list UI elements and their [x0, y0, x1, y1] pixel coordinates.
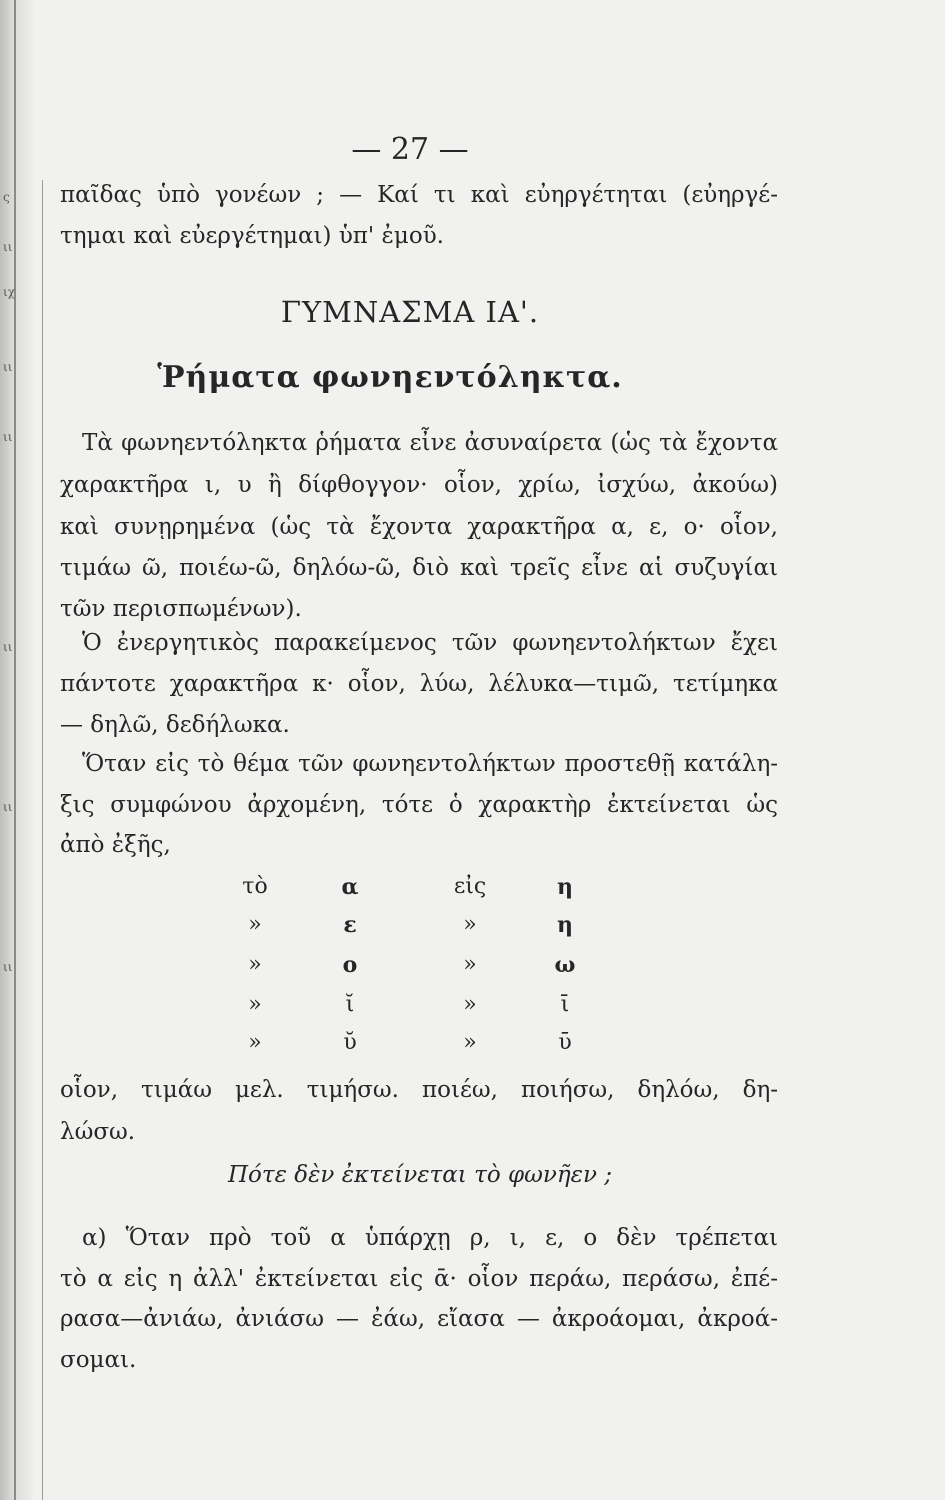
gutter-mark: ιι [3, 800, 13, 814]
binding-gutter [0, 0, 34, 1500]
table-cell: τὸ [242, 874, 268, 899]
table-cell: ω [554, 952, 576, 978]
table-cell: » [248, 952, 262, 977]
question-heading: Πότε δὲν ἐκτείνεται τὸ φωνῆεν ; [227, 1162, 613, 1188]
gutter-mark: ς [3, 190, 10, 204]
gutter-mark: ιι [3, 360, 13, 374]
text-line: τιμάω ῶ, ποιέω-ῶ, δηλόω-ῶ, διὸ καὶ τρεῖς εἶνε αἱ συζυγίαι [60, 555, 778, 581]
text-line: πάντοτε χαρακτῆρα κ· οἷον, λύω, λέλυκα—τιμῶ, τετίμηκα [60, 671, 778, 697]
table-cell: ῠ [343, 1030, 357, 1055]
table-cell: » [463, 1030, 477, 1055]
table-cell: » [248, 912, 262, 937]
table-cell: ῑ [560, 992, 570, 1017]
table-cell: α [341, 874, 359, 900]
gutter-mark: ιχ [3, 285, 15, 299]
subheading: Ῥήματα φωνηεντόληκτα. [157, 360, 623, 395]
table-cell: » [463, 992, 477, 1017]
text-line: λώσω. [60, 1119, 136, 1145]
section-heading: ΓΥΜΝΑΣΜΑ ΙΑ'. [280, 295, 540, 329]
text-line: σομαι. [60, 1347, 137, 1373]
gutter-mark: ιι [3, 960, 13, 974]
table-cell: ῐ [345, 992, 355, 1017]
text-line: τὸ α εἰς η ἀλλ' ἐκτείνεται εἰς ᾱ· οἷον περάω, περάσω, ἐπέ- [60, 1266, 778, 1292]
gutter-line [14, 0, 16, 1500]
text-line: παῖδας ὑπὸ γονέων ; — Καί τι καὶ εὐηργέτηται (εὐηργέ- [60, 182, 778, 208]
table-cell: » [463, 952, 477, 977]
table-cell: » [463, 912, 477, 937]
table-cell: » [248, 1030, 262, 1055]
table-cell: » [248, 992, 262, 1017]
text-line: ξις συμφώνου ἀρχομένη, τότε ὁ χαρακτὴρ ἐκτείνεται ὡς [60, 792, 778, 818]
text-line: καὶ συνῃρημένα (ὡς τὰ ἔχοντα χαρακτῆρα α, ε, ο· οἷον, [60, 514, 778, 540]
text-line: ἀπὸ ἐξῆς, [60, 832, 171, 858]
gutter-mark: ιι [3, 240, 13, 254]
table-cell: εἰς [453, 874, 487, 899]
text-line: Ὅταν εἰς τὸ θέμα τῶν φωνηεντολήκτων προστεθῇ κατάλη- [82, 751, 778, 777]
text-line: οἷον, τιμάω μελ. τιμήσω. ποιέω, ποιήσω, δηλόω, δη- [60, 1077, 778, 1103]
table-cell: ε [343, 912, 357, 938]
text-line: Τὰ φωνηεντόληκτα ῥήματα εἶνε ἀσυναίρετα (ὡς τὰ ἔχοντα [82, 430, 778, 456]
page-number: — 27 — [351, 132, 469, 167]
table-cell: η [557, 912, 573, 938]
text-line: χαρακτῆρα ι, υ ἢ δίφθογγον· οἷον, χρίω, ἰσχύω, ἀκούω) [60, 472, 778, 498]
text-line: — δηλῶ, δεδήλωκα. [60, 712, 290, 738]
text-line: τῶν περισπωμένων). [60, 596, 302, 622]
table-cell: ῡ [558, 1030, 572, 1055]
gutter-mark: ιι [3, 430, 13, 444]
text-line: Ὁ ἐνεργητικὸς παρακείμενος τῶν φωνηεντολήκτων ἔχει [82, 630, 778, 656]
table-cell: η [557, 874, 573, 900]
text-line: α) Ὅταν πρὸ τοῦ α ὑπάρχῃ ρ, ι, ε, ο δὲν τρέπεται [82, 1225, 778, 1251]
text-line: ρασα—ἀνιάω, ἀνιάσω — ἐάω, εἴασα — ἀκροάομαι, ἀκροά- [60, 1306, 778, 1332]
table-cell: ο [342, 952, 358, 978]
gutter-mark: ιι [3, 640, 13, 654]
text-line: τημαι καὶ εὐεργέτημαι) ὑπ' ἐμοῦ. [60, 223, 444, 249]
